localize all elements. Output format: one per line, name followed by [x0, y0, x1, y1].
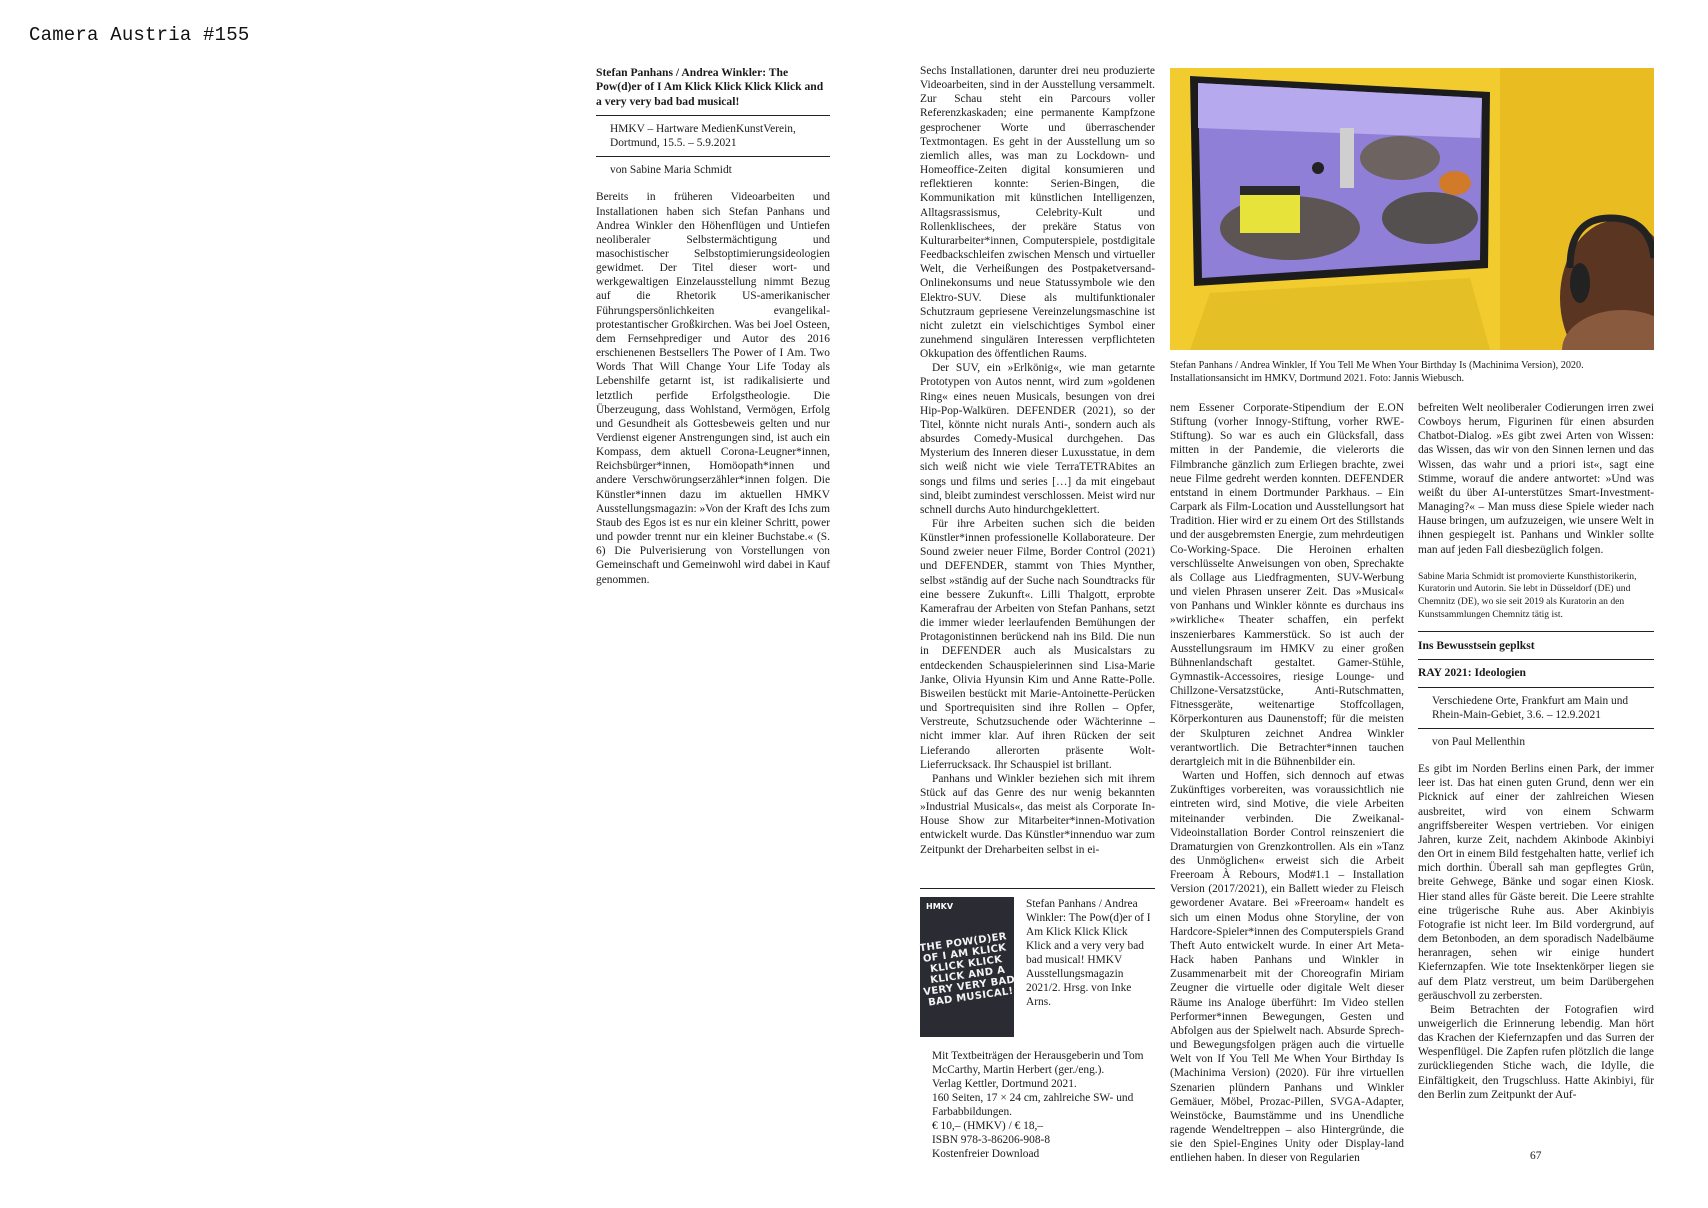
- article-title: Stefan Panhans / Andrea Winkler: The Pow(d)er of I Am Klick Klick Klick Klick and a very very bad bad musical!: [596, 66, 824, 108]
- article-paragraph: Es gibt im Norden Berlins einen Park, der immer leer ist. Das hat einen guten Grund, denn wer ein Picknick auf einer der zahlreichen Wiesen ausbreitet, wird von einem Schwarm angriffsbereiter Wespen vertrieben. Vor einigen Jahren, kurze Zeit, nachdem Akinbode Akinbiyi den Ort in einem Bild festgehalten hatte, verlief ich mich dorthin. Überall sah man gepflegtes Grün, breite Gehwege, Bänke und sogar einen Kiosk. Hier stand alles für Gäste bereit. Die Leere strahlte eine trügerische Ruhe aus. Aber Akinbiyis Fotografie ist nicht leer. Im Bild vordergrund, auf dem Betonboden, an dem sporadisch Nadelbäume heranragen, sehen wir einige hundert Kiefernzapfen. Wie tote Insektenkörper liegen sie auf dem Platz verstreut, um beim Darübergehen geräuschvoll zu zerbersten.: [1418, 763, 1654, 1002]
- book-rule: [920, 888, 1155, 889]
- article-paragraph: Panhans und Winkler beziehen sich mit ihrem Stück auf das Genre des nur wenig bekannten »Industrial Musicals«, das meist als Corporate In-House Show zur Mitarbeiter*innen-Motivation entwickelt wurde. Das Künstler*innenduo war zum Zeitpunkt der Dreharbeiten selbst in ei-: [920, 772, 1155, 856]
- book-review-box: [920, 888, 1155, 1161]
- photo-caption: Stefan Panhans / Andrea Winkler, If You Tell Me When Your Birthday Is (Machinima Version), 2020. Installationsansicht im HMKV, Dortmund 2021. Foto: Jannis Wiebusch.: [1170, 360, 1584, 384]
- masthead: Camera Austria #155: [29, 24, 250, 46]
- venue-rule: [1418, 728, 1654, 729]
- article-venue: HMKV – Hartware MedienKunstVerein, Dortmund, 15.5. – 5.9.2021: [610, 122, 796, 150]
- author-bio: Sabine Maria Schmidt ist promovierte Kunsthistorikerin, Kuratorin und Autorin. Sie lebt in Düsseldorf (DE) und Chemnitz (DE), wo sie seit 2019 als Kuratorin an den Kunstsammlungen Chemnitz tätig ist.: [1418, 570, 1637, 620]
- article-paragraph: nem Essener Corporate-Stipendium der E.ON Stiftung (vorher Innogy-Stiftung, vorher RWE-Stiftung). So war es auch ein Glücksfall, dass mitten in der Pandemie, die vielerorts die Filmbranche gänzlich zum Erliegen brachte, zwei neue Filme gedreht werden konnten. DEFENDER entstand in einem Dortmunder Parkhaus. – Ein Carpark als Film-Location und Ausstellungsort hat Tradition. Hier wird er zu einem Ort des Stillstands und der ausgebremsten Energie, zum mehrdeutigen Co-Working-Space. Die Heroinen erhalten verschlüsselte Anweisungen von oben, Sprechakte als Collage aus Liedfragmenten, SUV-Werbung und vielen Phrasen unserer Zeit. Das »Musical« von Panhans und Winkler könnte es durchaus ins »wirkliche« Theater schaffen, ein perfekt inszenierbares Kammerstück. So ist auch der Ausstellungsraum im HMKV zu einer großen Bühnenlandschaft gestaltet. Gamer-Stühle, Gymnastik-Accessoires, riesige Lounge- und Chillzone-Versatzstücke, Anti-Rutschmatten, Fitnessgeräte, weitenartige Stoffcollagen, Körperkonturen aus Daunenstoff; für die meisten der Skulpturen zeichnet Andrea Winkler verantwortlich. Die Betrachter*innen tauchen derartgleich mit in die Bühnenbilder ein.: [1170, 402, 1405, 768]
- article-paragraph: Sechs Installationen, darunter drei neu produzierte Videoarbeiten, sind in der Ausstellung versammelt. Zur Schau steht ein Parcours voller Referenzkaskaden; eine permanente Kampfzone gesprochener Worte und überraschender Textmontagen. Es geht in der Ausstellung um so ziemlich alles, was man zu Lockdown- und Homeoffice-Zeiten digital konsumieren und reflektieren konnte: Serien-Bingen, die Kommunikation mit künstlichen Intelligenzen, Alltagsrassismus, Celebrity-Kult und Rollenklischees, der prekäre Status von Kulturarbeiter*innen, Computerspiele, postdigitale Feedbackschleifen zwischen Mensch und virtueller Welt, die Verheißungen des Postpaketversand-Onlinekonsums und neue Statussymbole wie den Elektro-SUV. Diese als multifunktionaler Schutzraum gepriesene Vereinzelungsmaschine ist nicht zuletzt ein vielschichtiges Symbol einer zunehmend singulären Interessen verpflichteten Okkupation des öffentlichen Raums.: [920, 65, 1155, 361]
- installation-photo: [1170, 68, 1654, 350]
- book-info: [920, 1049, 1155, 1161]
- article-paragraph: Beim Betrachten der Fotografien wird unweigerlich die Erinnerung lebendig. Man hört das Krachen der Kiefernzapfen und das Surren der Wespenflügel. Die Zapfen rufen plötzlich die lange zurückliegenden Stiche wach, die Idylle, die Einfältigkeit, den Trugschluss. Hatte Akinbiyi, für den Berlin zum Zeitpunkt der Auf-: [1418, 1003, 1654, 1101]
- section-rule: [1418, 631, 1654, 632]
- installation-photo-graphic: [1170, 68, 1654, 350]
- book-info-line: € 10,– (HMKV) / € 18,–: [932, 1120, 1044, 1132]
- book-info-line: Mit Textbeiträgen der Herausgeberin und Tom McCarthy, Martin Herbert (ger./eng.).: [932, 1050, 1144, 1076]
- article-paragraph: befreiten Welt neoliberaler Codierungen irren zwei Cowboys herum, Figurinen für einen absurden Chatbot-Dialog. »Es gibt zwei Arten von Wissen: das Wissen, das wir von den Sinnen lernen und das Wissen, das wahr und a priori ist«, sagt eine Stimme, worauf die andere antwortet: »Und was weißt du über AI-unterstützes Smart-Investment-Managing?« – Man muss diese Spiele wieder nach Hause bringen, um aufzuzeigen, wie unsere Welt in ihnen gespiegelt ist. Panhans und Winkler sollte man auf jeden Fall diesbezüglich folgen.: [1418, 402, 1654, 556]
- article-paragraph: Für ihre Arbeiten suchen sich die beiden Künstler*innen professionelle Kollaborateure. Der Sound zweier neuer Filme, Border Control (2021) und DEFENDER, stammt von Thies Mynther, selbst »ständig auf der Suche nach Soundtracks für eine bessere Zukunft«. Lilli Thalgott, erprobte Kamerafrau der Arbeiten von Stefan Panhans, setzt die immer wieder leerlaufenden Bemühungen der Protagonistinnen berückend nah ins Bild. Die nun in DEFENDER auch als Musicalstars zu entdeckenden Schauspielerinnen sind Lisa-Marie Janke, Olivia Hyunsin Kim und Anne Ratte-Polle. Bisweilen bestückt mit Marie-Antoinette-Perücken und Sportrequisiten sind ihre Rollen – Opfer, Verstreute, Schutzsuchende oder Wächterinne – nicht immer klar. Auf ihren Rücken der seit Lieferando allerorten präsente Wolt-Lieferrucksack. Ihr Schauspiel ist brillant.: [920, 518, 1155, 771]
- book-info-line: ISBN 978-3-86206-908-8: [932, 1134, 1051, 1146]
- book-cover-title: THE POW(D)ER OF I AM KLICK KLICK KLICK KLICK AND A VERY VERY BAD BAD MUSICAL!: [918, 931, 1016, 1009]
- article-column-3: [1170, 401, 1404, 1165]
- venue-rule: [596, 156, 830, 157]
- article-column-2: [920, 64, 1155, 857]
- title-rule: [596, 115, 830, 116]
- article-title: RAY 2021: Ideologien: [1418, 666, 1526, 680]
- book-info-line: Kostenfreier Download: [932, 1148, 1040, 1160]
- section-title-rule: [1418, 659, 1654, 660]
- book-cover-logo: HMKV: [926, 902, 954, 911]
- book-info-line: Verlag Kettler, Dortmund 2021.: [932, 1078, 1077, 1090]
- article-column-1: [596, 66, 830, 587]
- book-description: Stefan Panhans / Andrea Winkler: The Pow(d)er of I Am Klick Klick Klick Klick and a very very bad bad musical! HMKV Ausstellungsmagazin 2021/2. Hrsg. von Inke Arns.: [1026, 898, 1151, 1008]
- article-author: von Sabine Maria Schmidt: [610, 164, 732, 177]
- article-author: von Paul Mellenthin: [1432, 736, 1526, 748]
- article-paragraph: Bereits in früheren Videoarbeiten und Installationen haben sich Stefan Panhans und Andrea Winkler den Höhenflügen und Untiefen neoliberaler Selbstermächtigung und masochistischer Selbstoptimierungsideologien gewidmet. Der Titel dieser wort- und werkgewaltigen Einzelausstellung nimmt Bezug auf die Rhetorik US-amerikanischer Führungspersönlichkeiten evangelikal-protestantischer Großkirchen. Was bei Joel Osteen, dem Fernsehprediger und Autor des 2016 erschienenen Bestsellers The Power of I Am. Two Words That Will Change Your Life Today als Lebenshilfe getarnt ist, ist radikalisierte und letztlich perfide Erfolgstheologie. Die Überzeugung, dass Wohlstand, Vermögen, Erfolg und Gesundheit als Gottesbeweis gelten und nur Verdienst eigener Anstrengungen sind, ist auch ein Kompass, dem aktuell Corona-Leugner*innen, Reichsbürger*innen, Homöopath*innen und andere Verschwörungserzähler*innen folgen. Die Künstler*innen dazu im aktuellen HMKV Ausstellungsmagazin: »Von der Kraft des Ichs zum Staub des Egos ist es nur ein kleiner Schritt, power und powder trennt nur ein kleiner Buchstabe.« (S. 6) Die Pulverisierung von Vorstellungen von Gemeinschaft und Gemeinwohl wird dabei in Kauf genommen.: [596, 191, 830, 586]
- article-paragraph: Warten und Hoffen, sich dennoch auf etwas Zukünftiges vorbereiten, was voraussichtlich nie eintreten wird, sind Motive, die viele Arbeiten miteinander verbinden. Die Zweikanal-Videoinstallation Border Control reinszeniert die Dramaturgien von Grenzkontrollen. Als ein »Tanz des Unmöglichen« erweist sich die Arbeit Freeroam À Rebours, Mod#1.1 – Installation Version (2017/2021), ein Ballett wieder zu Fleisch gewordener Avatare. Bei »Freeroam« handelt es sich um einen Modus ohne Storyline, der von Hardcore-Spieler*innen des Computerspiels Grand Theft Auto entwickelt wurde. In einer Art Meta-Hack haben Panhans und Winkler in Zusammenarbeit mit der Choreografin Miriam Zeugner die virtuelle oder digitale Welt dieser Räume ins Analoge überführt: Im Video stellen Performer*innen Bewegungen, Gesten und Abfolgen aus der Spielwelt nach. Absurde Sprech- und Bewegungsfolgen prägen auch die virtuelle Welt von If You Tell Me When Your Birthday Is (Machinima Version) (2020). Für ihre virtuellen Szenarien plündern Panhans und Winkler Gemäuer, Möbel, Prozac-Pillen, SVGA-Adapter, Weinstöcke, Baumstämme und ins Unendliche ragende Wendeltreppen – also Hintergründe, die sie den Spiel-Engines Unity oder Display-land entliehen haben. In dieser von Regularien: [1170, 770, 1404, 1165]
- article-column-4: [1418, 401, 1654, 1102]
- article-paragraph: Der SUV, ein »Erlkönig«, wie man getarnte Prototypen von Autos nennt, wird zum »goldenen Ring« eines neuen Musicals, besungen von drei Hip-Pop-Walküren. DEFENDER (2021), so der Titel, könnte nicht nurals Anti-, sondern auch als absurdes Comedy-Musical durchgehen. Das Mysterium des Inneren dieser Luxusstatue, in dem sich weiß nicht wie viele TerraTETRAbites an songs und films und series […] da mit eingebaut sind, bleibt zumindest verschlossen. Meist wird nur schnell durchs Auto hindurchgeklettert.: [920, 362, 1155, 516]
- title-rule: [1418, 687, 1654, 688]
- book-info-line: 160 Seiten, 17 × 24 cm, zahlreiche SW- und Farbabbildungen.: [932, 1092, 1134, 1118]
- article-venue: Verschiedene Orte, Frankfurt am Main und Rhein-Main-Gebiet, 3.6. – 12.9.2021: [1432, 694, 1629, 721]
- page-number: 67: [1530, 1150, 1542, 1162]
- section-heading: Ins Bewusstsein geplkst: [1418, 639, 1535, 653]
- book-cover-image: [920, 897, 1014, 1037]
